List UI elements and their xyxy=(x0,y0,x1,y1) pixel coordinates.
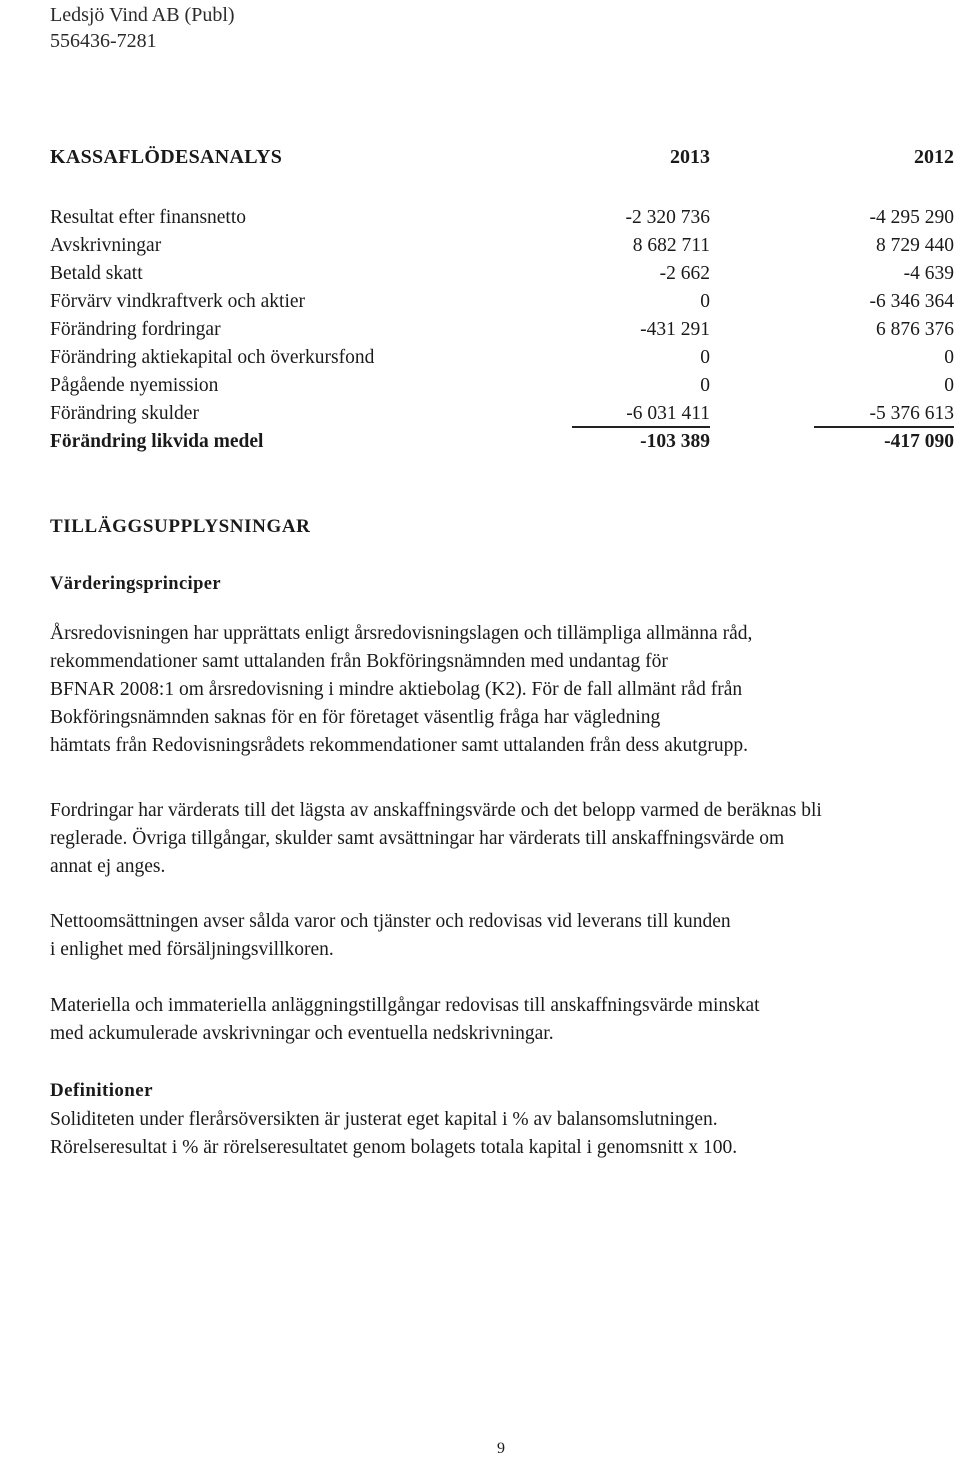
value-2012: 0 xyxy=(944,347,954,368)
total-row xyxy=(50,428,954,456)
cashflow-table xyxy=(50,204,954,456)
value-2013: -2 662 xyxy=(659,263,710,284)
text-line: BFNAR 2008:1 om årsredovisning i mindre aktiebolag (K2). För de fall allmänt råd från xyxy=(50,679,743,700)
value-2013: 0 xyxy=(700,347,710,368)
table-row xyxy=(50,344,954,372)
text-line: med ackumulerade avskrivningar och eventuella nedskrivningar. xyxy=(50,1023,554,1044)
table-row xyxy=(50,260,954,288)
table-row xyxy=(50,400,954,428)
row-label: Förändring skulder xyxy=(50,403,199,424)
table-row xyxy=(50,316,954,344)
text-line: Soliditeten under flerårsöversikten är justerat eget kapital i % av balansomslutningen. xyxy=(50,1109,718,1130)
principles-paragraph xyxy=(50,620,930,760)
cashflow-title: KASSAFLÖDESANALYS xyxy=(50,146,283,168)
row-label: Förvärv vindkraftverk och aktier xyxy=(50,291,306,312)
assets-paragraph xyxy=(50,992,930,1048)
row-label: Resultat efter finansnetto xyxy=(50,207,247,228)
text-line: Materiella och immateriella anläggningstillgångar redovisas till anskaffningsvärde minskat xyxy=(50,995,760,1016)
value-2012: 6 876 376 xyxy=(876,319,954,340)
year-current-header: 2013 xyxy=(670,146,710,168)
value-2013: 0 xyxy=(700,291,710,312)
table-row xyxy=(50,232,954,260)
receivables-paragraph xyxy=(50,797,930,881)
value-2012: 0 xyxy=(944,375,954,396)
company-name: Ledsjö Vind AB (Publ) xyxy=(50,4,235,26)
value-2013: 0 xyxy=(700,375,710,396)
value-2013: 8 682 711 xyxy=(632,235,710,256)
total-2012: -417 090 xyxy=(884,431,954,452)
table-row xyxy=(50,372,954,400)
table-row xyxy=(50,204,954,232)
row-label: Pågående nyemission xyxy=(50,375,219,396)
row-label: Betald skatt xyxy=(50,263,143,284)
text-line: i enlighet med försäljningsvillkoren. xyxy=(50,939,334,960)
value-2013: -431 291 xyxy=(640,319,710,340)
row-label: Avskrivningar xyxy=(50,235,162,256)
text-line: Bokföringsnämnden saknas för en för företaget väsentlig fråga har vägledning xyxy=(50,707,661,728)
total-label: Förändring likvida medel xyxy=(50,431,264,452)
definitions-paragraph xyxy=(50,1106,930,1162)
revenue-paragraph xyxy=(50,908,930,964)
value-2012: 8 729 440 xyxy=(876,235,954,256)
org-number: 556436-7281 xyxy=(50,30,157,52)
page-number: 9 xyxy=(497,1440,505,1457)
principles-title: Värderingsprinciper xyxy=(50,574,222,594)
text-line: hämtats från Redovisningsrådets rekommendationer samt uttalanden från dess akutgrupp. xyxy=(50,735,749,756)
value-2013: -6 031 411 xyxy=(626,403,710,424)
text-line: Årsredovisningen har upprättats enligt årsredovisningslagen och tillämpliga allmänna råd, xyxy=(50,623,753,644)
text-line: reglerade. Övriga tillgångar, skulder samt avsättningar har värderats till anskaffningsvärde om xyxy=(50,828,785,849)
text-line: Rörelseresultat i % är rörelseresultatet genom bolagets totala kapital i genomsnitt x 100. xyxy=(50,1137,738,1158)
text-line: Nettoomsättningen avser sålda varor och tjänster och redovisas vid leverans till kunden xyxy=(50,911,731,932)
year-previous-header: 2012 xyxy=(914,146,954,168)
value-2012: -6 346 364 xyxy=(869,291,954,312)
text-line: rekommendationer samt uttalanden från Bokföringsnämnden med undantag för xyxy=(50,651,668,672)
value-2012: -4 295 290 xyxy=(869,207,954,228)
table-row xyxy=(50,288,954,316)
value-2012: -4 639 xyxy=(903,263,954,284)
notes-title: TILLÄGGSUPPLYSNINGAR xyxy=(50,516,311,537)
row-label: Förändring aktiekapital och överkursfond xyxy=(50,347,375,368)
text-line: Fordringar har värderats till det lägsta av anskaffningsvärde och det belopp varmed de beräknas bli xyxy=(50,800,822,821)
value-2013: -2 320 736 xyxy=(625,207,710,228)
value-2012: -5 376 613 xyxy=(869,403,954,424)
cashflow-header xyxy=(50,146,954,176)
total-2013: -103 389 xyxy=(640,431,710,452)
text-line: annat ej anges. xyxy=(50,856,166,877)
document-header xyxy=(50,2,235,54)
row-label: Förändring fordringar xyxy=(50,319,221,340)
definitions-title: Definitioner xyxy=(50,1080,153,1101)
